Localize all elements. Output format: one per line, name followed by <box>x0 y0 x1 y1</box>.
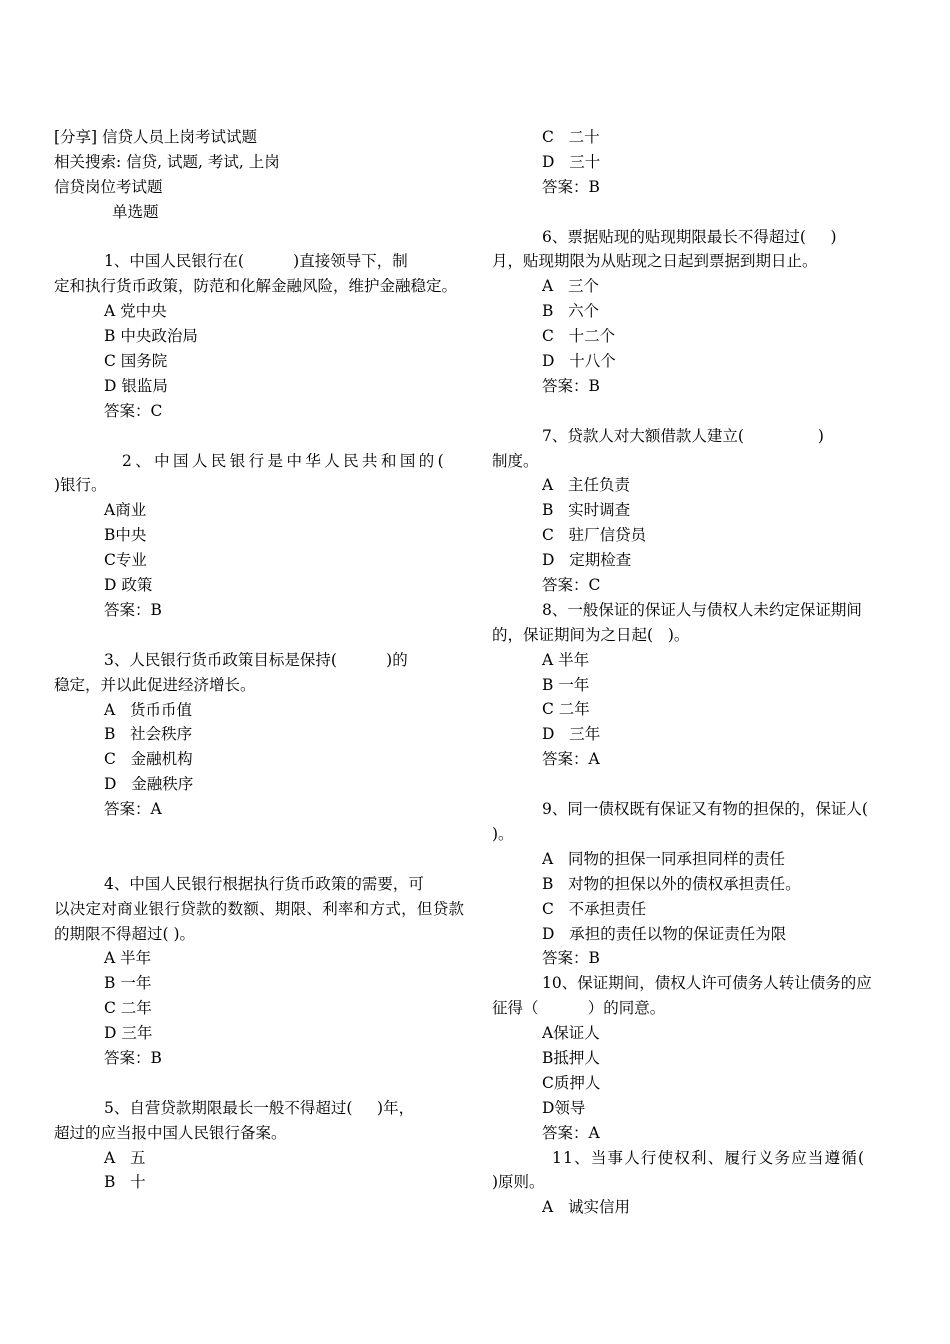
question-7 <box>492 424 902 598</box>
question-text-cont: 稳定，并以此促进经济增长。 <box>54 675 256 694</box>
option-a: A 半年 <box>542 650 590 669</box>
option-d: D 定期检查 <box>542 551 632 570</box>
option-b: B 十 <box>104 1173 146 1192</box>
question-text: 10、保证期间，债权人许可债务人转让债务的应 <box>542 974 872 993</box>
related-search: 相关搜索: 信贷, 试题, 考试, 上岗 <box>54 152 280 171</box>
question-text-cont: 以决定对商业银行贷款的数额、期限、利率和方式，但贷款的期限不得超过( )。 <box>54 899 464 943</box>
option-c: C 二年 <box>104 999 152 1018</box>
option-b: B 六个 <box>542 302 600 321</box>
question-text: 3、人民银行货币政策目标是保持( )的 <box>104 650 408 669</box>
question-6 <box>492 225 902 399</box>
option-a: A商业 <box>104 501 147 520</box>
option-a: A 货币币值 <box>104 700 192 719</box>
option-d: D 十八个 <box>542 352 616 371</box>
question-text-cont: 制度。 <box>492 451 539 470</box>
answer: 答案：C <box>104 401 163 420</box>
question-1 <box>54 249 464 423</box>
question-text-cont: 月，贴现期限为从贴现之日起到票据到期日止。 <box>492 252 818 271</box>
answer: 答案：A <box>542 750 600 769</box>
option-d: D 三年 <box>104 1024 153 1043</box>
option-a: A 三个 <box>542 277 599 296</box>
option-b: B中央 <box>104 526 147 545</box>
option-c: C 二十 <box>542 128 600 146</box>
option-a: A 主任负责 <box>542 476 630 495</box>
question-3 <box>54 648 464 822</box>
option-a: A 半年 <box>104 949 152 968</box>
question-text-cont: 的，保证期间为之日起( )。 <box>492 625 690 644</box>
answer: 答案：B <box>542 177 600 196</box>
question-text: 11、当事人行使权利、履行义务应当遵循( <box>552 1148 866 1167</box>
question-text: 4、中国人民银行根据执行货币政策的需要，可 <box>104 874 424 893</box>
option-b: B 实时调查 <box>542 501 631 520</box>
question-text-cont: )。 <box>492 824 514 843</box>
question-text-cont: )原则。 <box>492 1173 545 1192</box>
question-text-cont: 超过的应当报中国人民银行备案。 <box>54 1123 287 1142</box>
option-a: A 诚实信用 <box>542 1198 630 1217</box>
question-text-cont: 征得（ ）的同意。 <box>492 999 666 1018</box>
question-2 <box>54 449 464 623</box>
question-11 <box>492 1146 902 1221</box>
option-c: C专业 <box>104 551 147 570</box>
right-column <box>492 125 902 1220</box>
option-c: C质押人 <box>542 1073 601 1092</box>
option-d: D 金融秩序 <box>104 775 194 794</box>
question-text: 5、自营贷款期限最长一般不得超过( )年， <box>104 1098 415 1117</box>
option-b: B 一年 <box>104 974 152 993</box>
option-d: D 三年 <box>542 725 601 744</box>
question-5 <box>54 1096 464 1196</box>
option-d: D领导 <box>542 1098 586 1117</box>
question-text-cont: )银行。 <box>54 476 107 495</box>
answer: 答案：B <box>542 376 600 395</box>
option-b: B 一年 <box>542 675 590 694</box>
question-5-continued <box>492 125 902 200</box>
question-10 <box>492 971 902 1145</box>
question-text: 6、票据贴现的贴现期限最长不得超过( ) <box>542 227 837 246</box>
option-d: D 三十 <box>542 152 601 171</box>
question-8 <box>492 598 902 772</box>
question-text: 7、贷款人对大额借款人建立( ) <box>542 426 824 445</box>
answer: 答案：A <box>104 800 162 819</box>
option-b: B抵押人 <box>542 1048 600 1067</box>
question-4 <box>54 872 464 1071</box>
question-text: 8、一般保证的保证人与债权人未约定保证期间 <box>542 600 862 619</box>
answer: 答案：A <box>542 1123 600 1142</box>
question-text-cont: 定和执行货币政策，防范和化解金融风险，维护金融稳定。 <box>54 277 458 296</box>
option-c: C 驻厂信贷员 <box>542 526 647 545</box>
option-c: C 不承担责任 <box>542 899 647 918</box>
option-c: C 十二个 <box>542 327 616 346</box>
option-a: A保证人 <box>542 1024 600 1043</box>
option-a: A 党中央 <box>104 302 167 321</box>
option-d: D 银监局 <box>104 376 168 395</box>
left-column <box>54 125 464 1195</box>
section-heading: 单选题 <box>112 202 159 221</box>
question-text: 1、中国人民银行在( )直接领导下，制 <box>104 252 408 271</box>
answer: 答案：B <box>104 600 162 619</box>
share-title: [分享] 信贷人员上岗考试试题 <box>54 128 258 146</box>
answer: 答案：C <box>542 576 601 595</box>
option-a: A 五 <box>104 1148 146 1167</box>
answer: 答案：B <box>104 1049 162 1068</box>
option-c: C 国务院 <box>104 352 168 371</box>
option-d: D 承担的责任以物的保证责任为限 <box>542 924 787 943</box>
document-title: 信贷岗位考试题 <box>54 177 163 196</box>
option-a: A 同物的担保一同承担同样的责任 <box>542 849 785 868</box>
option-b: B 社会秩序 <box>104 725 193 744</box>
option-c: C 二年 <box>542 700 590 719</box>
option-b: B 中央政治局 <box>104 327 198 346</box>
answer: 答案：B <box>542 949 600 968</box>
option-b: B 对物的担保以外的债权承担责任。 <box>542 874 801 893</box>
question-text: 2、中国人民银行是中华人民共和国的( <box>122 451 448 470</box>
question-text: 9、同一债权既有保证又有物的担保的，保证人( <box>542 800 868 819</box>
option-d: D 政策 <box>104 576 153 595</box>
option-c: C 金融机构 <box>104 750 193 769</box>
question-9 <box>492 797 902 971</box>
